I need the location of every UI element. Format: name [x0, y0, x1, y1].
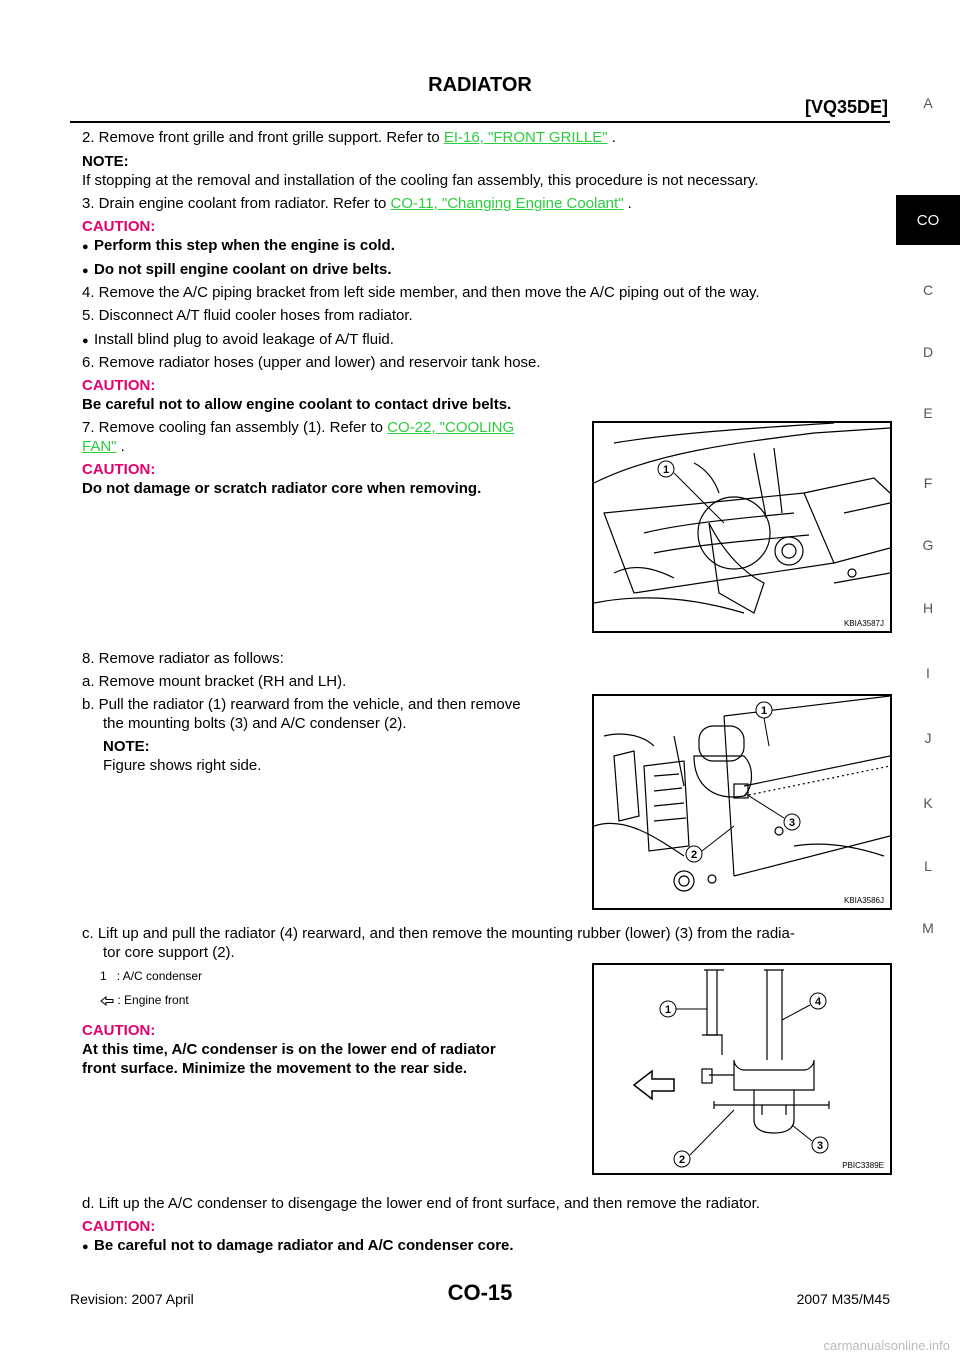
link-co-11[interactable]: CO-11, "Changing Engine Coolant" [390, 195, 624, 212]
mounting-rubber-illustration [594, 965, 890, 1173]
section-tab-g[interactable]: G [922, 537, 934, 553]
page-title: RADIATOR [428, 74, 532, 96]
cooling-fan-illustration [594, 423, 890, 631]
arrow-left-icon [100, 996, 114, 1006]
callout-1: 1 [760, 705, 768, 717]
footer-model: 2007 M35/M45 [796, 1291, 890, 1307]
callout-1: 1 [662, 464, 670, 476]
step-5-bullet: ● Install blind plug to avoid leakage of A/T fluid. [82, 331, 394, 348]
step-8c-line2: tor core support (2). [103, 944, 235, 961]
link-co-22-cont[interactable]: FAN" [82, 438, 117, 455]
figure-code: KBIA3586J [843, 896, 884, 905]
figure-code: PBIC3389E [842, 1161, 884, 1170]
step-2-note-label: NOTE: [82, 153, 129, 170]
step-8d: d. Lift up the A/C condenser to disengage the lower end of front surface, and then remove the radiator. [82, 1195, 760, 1212]
bullet-icon: ● [82, 335, 89, 347]
figure-cooling-fan [592, 421, 892, 633]
figure-radiator-right-side [592, 694, 892, 910]
section-tab-h[interactable]: H [922, 600, 934, 616]
section-tab-f[interactable]: F [923, 475, 933, 491]
callout-2: 2 [690, 849, 698, 861]
footer-revision: Revision: 2007 April [70, 1291, 194, 1307]
link-ei-16[interactable]: EI-16, "FRONT GRILLE" [443, 129, 608, 146]
radiator-right-side-illustration [594, 696, 890, 908]
step-8: 8. Remove radiator as follows: [82, 650, 284, 667]
engine-front-arrow-icon [634, 1071, 674, 1099]
step-7-caution-label: CAUTION: [82, 461, 156, 478]
figure-code: KBIA3587J [843, 619, 884, 628]
legend-item-2: : Engine front [100, 993, 189, 1007]
step-3-caution-label: CAUTION: [82, 218, 156, 235]
step-8c-line1: c. Lift up and pull the radiator (4) rearward, and then remove the mounting rubber (lower) (3) from the radia- [82, 925, 795, 942]
callout-4: 4 [814, 996, 822, 1008]
section-tab-l[interactable]: L [924, 858, 932, 874]
step-8b-line1: b. Pull the radiator (1) rearward from the vehicle, and then remove [82, 696, 521, 713]
step-6: 6. Remove radiator hoses (upper and lower) and reservoir tank hose. [82, 354, 541, 371]
step-8b-note: Figure shows right side. [103, 757, 262, 774]
bullet-icon: ● [82, 265, 89, 277]
step-8d-caution-label: CAUTION: [82, 1218, 156, 1235]
bullet-icon: ● [82, 1241, 89, 1253]
watermark: carmanualsonline.info [823, 1338, 950, 1353]
step-2: 2. Remove front grille and front grille support. Refer to EI-16, "FRONT GRILLE" . [82, 129, 616, 146]
section-tab-a[interactable]: A [923, 95, 933, 111]
step-3-caution-1: ● Perform this step when the engine is cold. [82, 237, 395, 254]
step-8a: a. Remove mount bracket (RH and LH). [82, 673, 347, 690]
step-7-caution: Do not damage or scratch radiator core when removing. [82, 480, 482, 497]
engine-code: [VQ35DE] [804, 97, 888, 117]
step-3: 3. Drain engine coolant from radiator. Refer to CO-11, "Changing Engine Coolant" . [82, 195, 632, 212]
step-8c-caution-label: CAUTION: [82, 1022, 156, 1039]
section-tab-i[interactable]: I [926, 665, 930, 681]
step-8c-caution-1: At this time, A/C condenser is on the lower end of radiator [82, 1041, 496, 1058]
step-6-caution: Be careful not to allow engine coolant to contact drive belts. [82, 396, 512, 413]
callout-1: 1 [664, 1004, 672, 1016]
step-3-caution-2: ● Do not spill engine coolant on drive belts. [82, 261, 392, 278]
step-8b-note-label: NOTE: [103, 738, 150, 755]
step-7: 7. Remove cooling fan assembly (1). Refer to CO-22, "COOLING [82, 419, 515, 436]
step-8c-caution-2: front surface. Minimize the movement to the rear side. [82, 1060, 468, 1077]
step-8d-caution: ● Be careful not to damage radiator and A/C condenser core. [82, 1237, 514, 1254]
section-tab-m[interactable]: M [922, 920, 934, 936]
step-4: 4. Remove the A/C piping bracket from left side member, and then move the A/C piping out of the way. [82, 284, 760, 301]
section-tab-d[interactable]: D [922, 344, 934, 360]
legend-item-1: 1 : A/C condenser [100, 969, 203, 983]
step-6-caution-label: CAUTION: [82, 377, 156, 394]
link-co-22[interactable]: CO-22, "COOLING [387, 419, 515, 436]
step-5: 5. Disconnect A/T fluid cooler hoses from radiator. [82, 307, 413, 324]
step-7-cont: FAN" . [82, 438, 125, 455]
callout-3: 3 [816, 1140, 824, 1152]
callout-3: 3 [788, 817, 796, 829]
section-tab-c[interactable]: C [922, 282, 934, 298]
bullet-icon: ● [82, 241, 89, 253]
step-8b-line2: the mounting bolts (3) and A/C condenser (2). [103, 715, 407, 732]
section-tab-co-active[interactable]: CO [896, 195, 960, 245]
callout-2: 2 [678, 1154, 686, 1166]
step-2-note: If stopping at the removal and installation of the cooling fan assembly, this procedure is not necessary. [82, 172, 759, 189]
figure-mounting-rubber [592, 963, 892, 1175]
section-tab-k[interactable]: K [923, 795, 933, 811]
page-number: CO-15 [447, 1280, 513, 1305]
section-tab-e[interactable]: E [923, 405, 933, 421]
section-tab-j[interactable]: J [924, 730, 932, 746]
header-divider [70, 121, 890, 123]
